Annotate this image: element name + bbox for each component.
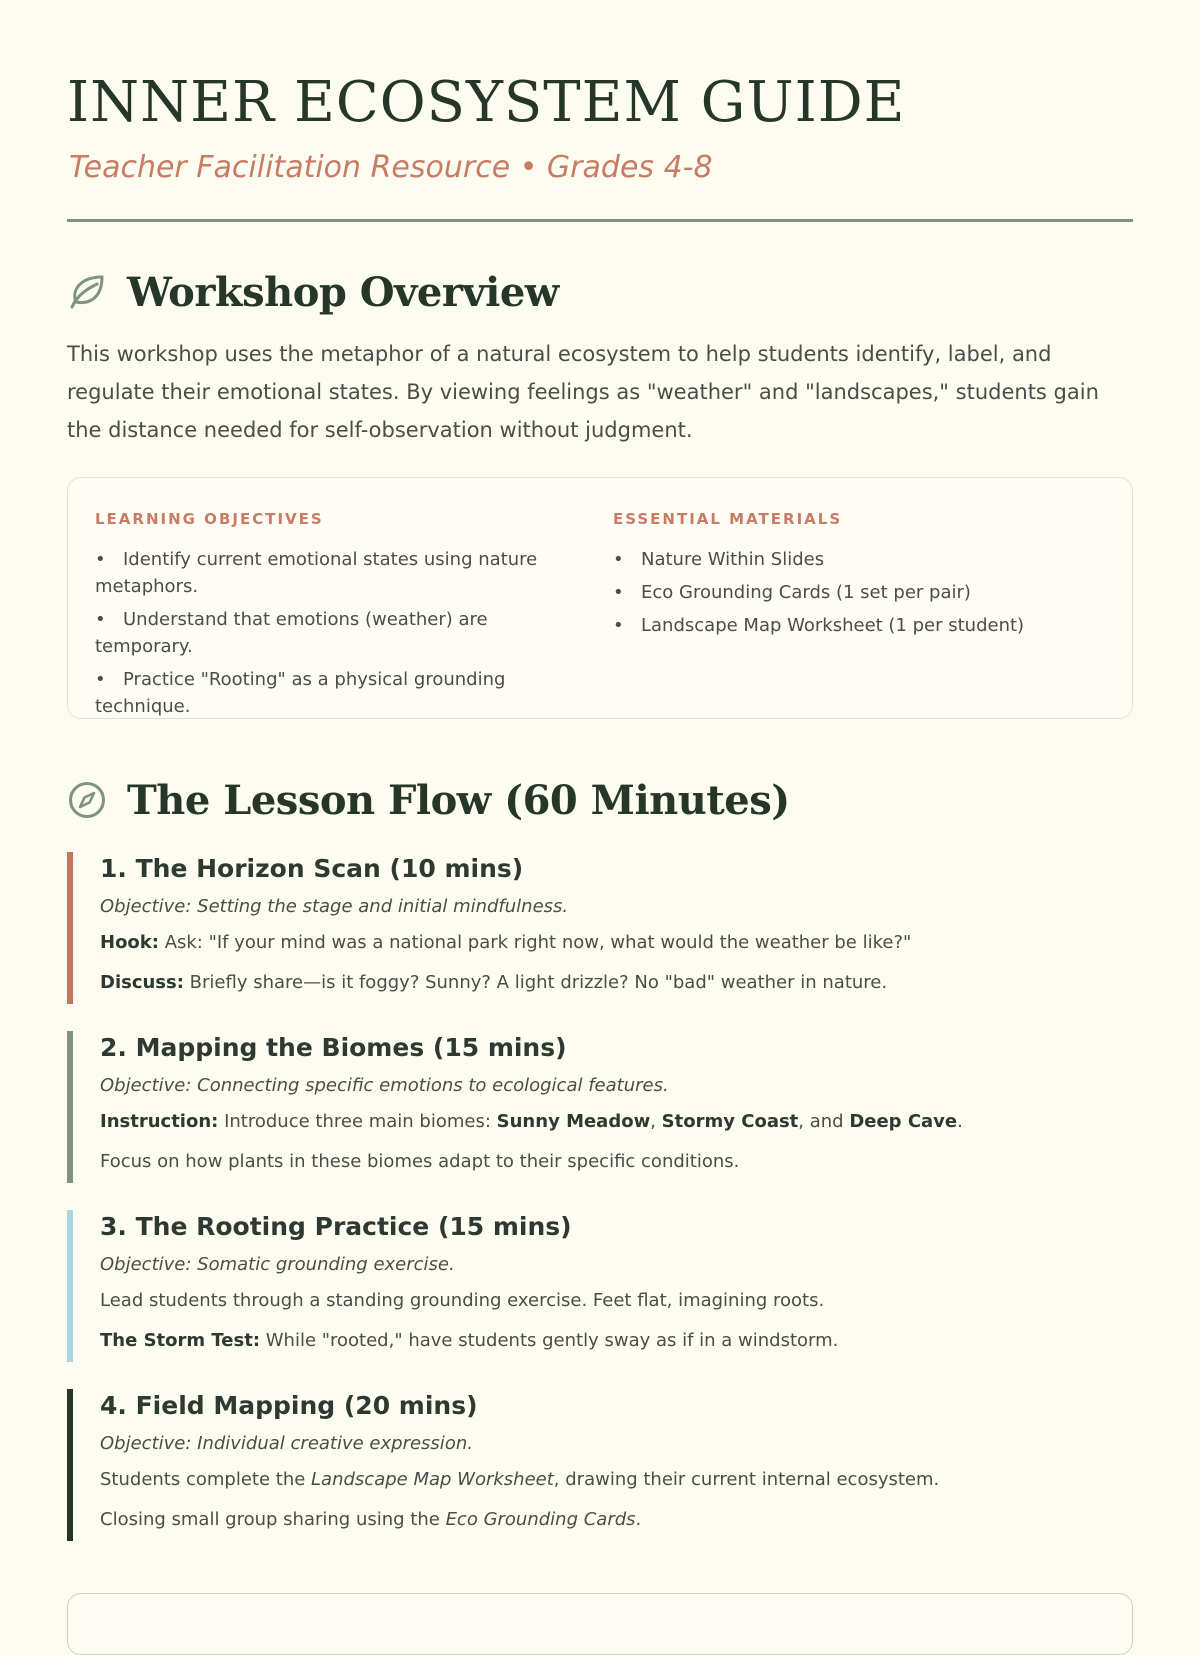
step-objective: Objective: Somatic grounding exercise. bbox=[100, 1254, 455, 1275]
lesson-step-1 bbox=[67, 852, 1139, 1004]
lesson-step-2 bbox=[67, 1031, 1139, 1183]
objectives-label: LEARNING OBJECTIVES bbox=[95, 510, 324, 528]
bullet-icon: • bbox=[95, 669, 106, 690]
list-item: • Nature Within Slides bbox=[613, 546, 1093, 573]
step-storm-test: The Storm Test: While "rooted," have students gently sway as if in a windstorm. bbox=[100, 1330, 839, 1351]
list-item: • Eco Grounding Cards (1 set per pair) bbox=[613, 579, 1093, 606]
overview-info-card bbox=[67, 477, 1133, 719]
lesson-section-header bbox=[67, 772, 790, 828]
page-title: INNER ECOSYSTEM GUIDE bbox=[67, 70, 906, 135]
step-closing: Closing small group sharing using the Eco Grounding Cards. bbox=[100, 1509, 642, 1530]
list-item: • Landscape Map Worksheet (1 per student) bbox=[613, 612, 1093, 639]
bullet-icon: • bbox=[95, 609, 106, 630]
title-divider bbox=[67, 219, 1133, 222]
step-title: 3. The Rooting Practice (15 mins) bbox=[100, 1212, 572, 1241]
objectives-list bbox=[95, 546, 575, 720]
bullet-icon: • bbox=[95, 549, 106, 570]
list-item: • Identify current emotional states using nature metaphors. bbox=[95, 546, 575, 600]
bullet-icon: • bbox=[613, 615, 624, 636]
step-instruction: Students complete the Landscape Map Worksheet, drawing their current internal ecosystem. bbox=[100, 1469, 940, 1490]
lesson-heading: The Lesson Flow (60 Minutes) bbox=[127, 776, 790, 824]
step-hook: Hook: Ask: "If your mind was a national park right now, what would the weather be like?" bbox=[100, 932, 912, 953]
materials-label: ESSENTIAL MATERIALS bbox=[613, 510, 843, 528]
compass-icon bbox=[67, 780, 107, 820]
step-objective: Objective: Individual creative expression. bbox=[100, 1433, 473, 1454]
step-title: 2. Mapping the Biomes (15 mins) bbox=[100, 1033, 567, 1062]
step-discuss: Discuss: Briefly share—is it foggy? Sunny? A light drizzle? No "bad" weather in nature. bbox=[100, 972, 888, 993]
list-item: • Understand that emotions (weather) are temporary. bbox=[95, 606, 575, 660]
step-focus: Focus on how plants in these biomes adapt to their specific conditions. bbox=[100, 1151, 740, 1172]
bullet-icon: • bbox=[613, 549, 624, 570]
step-objective: Objective: Setting the stage and initial mindfulness. bbox=[100, 896, 569, 917]
lesson-step-4 bbox=[67, 1389, 1139, 1541]
step-instruction: Instruction: Introduce three main biomes: Sunny Meadow, Stormy Coast, and Deep Cave. bbox=[100, 1111, 963, 1132]
learning-objectives bbox=[95, 510, 575, 726]
overview-section-header bbox=[67, 264, 559, 320]
step-title: 1. The Horizon Scan (10 mins) bbox=[100, 854, 524, 883]
leaf-icon bbox=[67, 272, 107, 312]
essential-materials bbox=[613, 510, 1093, 645]
overview-paragraph: This workshop uses the metaphor of a natural ecosystem to help students identify, label, and regulate their emotional states. By viewing feelings as "weather" and "landscapes," students gain the distance needed for self-observation without judgment. bbox=[67, 342, 1099, 442]
step-title: 4. Field Mapping (20 mins) bbox=[100, 1391, 478, 1420]
overview-heading: Workshop Overview bbox=[127, 268, 559, 316]
bullet-icon: • bbox=[613, 582, 624, 603]
step-instruction: Lead students through a standing grounding exercise. Feet flat, imagining roots. bbox=[100, 1290, 825, 1311]
list-item: • Practice "Rooting" as a physical grounding technique. bbox=[95, 666, 575, 720]
lesson-step-3 bbox=[67, 1210, 1139, 1362]
materials-list bbox=[613, 546, 1093, 639]
page-subtitle: Teacher Facilitation Resource • Grades 4-8 bbox=[69, 150, 713, 185]
next-section-card bbox=[67, 1593, 1133, 1655]
step-objective: Objective: Connecting specific emotions to ecological features. bbox=[100, 1075, 669, 1096]
